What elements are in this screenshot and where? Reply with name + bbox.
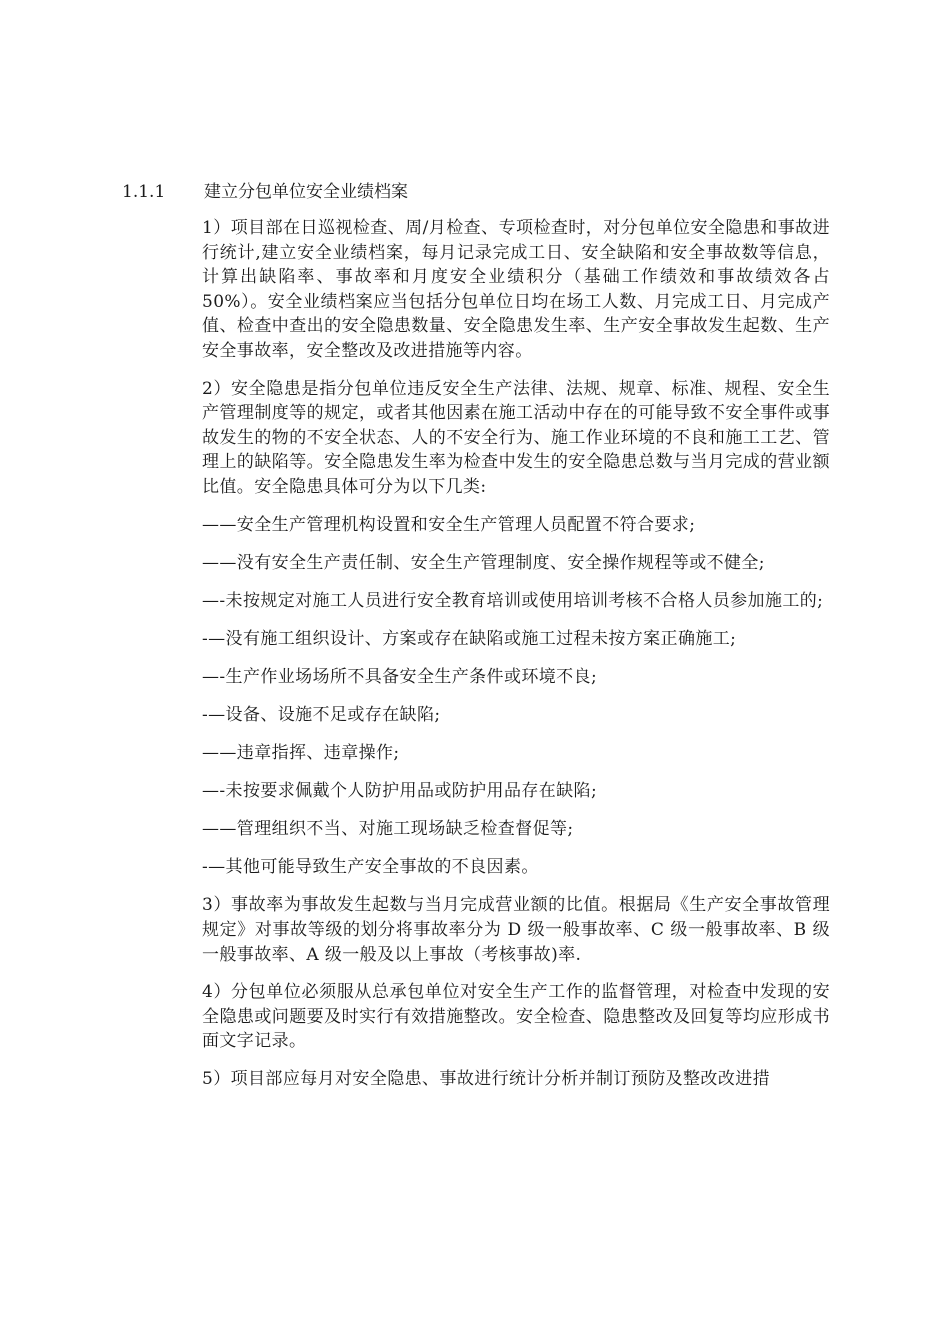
- hazard-item-9: ——管理组织不当、对施工现场缺乏检查督促等;: [202, 819, 574, 840]
- paragraph-4: 4）分包单位必须服从总承包单位对安全生产工作的监督管理，对检查中发现的安全隐患或问题要及时实行有效措施整改。安全检查、隐患整改及回复等均应形成书面文字记录。: [202, 982, 830, 1052]
- paragraph-3: 3）事故率为事故发生起数与当月完成营业额的比值。根据局《生产安全事故管理规定》对事故等级的划分将事故率分为 D 级一般事故率、C 级一般事故率、B 级一般事故率、A 级一般及以上事故（考核事故)率.: [202, 895, 830, 965]
- hazard-item-1: ——安全生产管理机构设置和安全生产管理人员配置不符合要求;: [202, 514, 696, 535]
- hazard-item-8: —-未按要求佩戴个人防护用品或防护用品存在缺陷;: [202, 781, 598, 802]
- hazard-item-6: -—设备、设施不足或存在缺陷;: [202, 705, 441, 725]
- hazard-item-10: -—其他可能导致生产安全事故的不良因素。: [202, 857, 539, 878]
- section-number: 1.1.1: [122, 182, 166, 202]
- hazard-item-2: ——没有安全生产责任制、安全生产管理制度、安全操作规程等或不健全;: [202, 552, 765, 573]
- hazard-item-3: —-未按规定对施工人员进行安全教育培训或使用培训考核不合格人员参加施工的;: [202, 590, 824, 611]
- paragraph-1: 1）项目部在日巡视检查、周/月检查、专项检查时，对分包单位安全隐患和事故进行统计,建立安全业绩档案，每月记录完成工日、安全缺陷和安全事故数等信息，计算出缺陷率、事故率和月度安全业绩积分（基础工作绩效和事故绩效各占 50%）。安全业绩档案应当包括分包单位日均在场工人数、月完成工日、月完成产值、检查中查出的安全隐患数量、安全隐患发生率、生产安全事故发生起数、生产安全事故率，安全整改及改进措施等内容。: [202, 218, 830, 361]
- paragraph-5: 5）项目部应每月对安全隐患、事故进行统计分析并制订预防及整改改进措: [202, 1069, 771, 1090]
- section-heading: [122, 180, 842, 204]
- hazard-item-5: —-生产作业场场所不具备安全生产条件或环境不良;: [202, 666, 598, 687]
- document-body: [202, 216, 830, 1105]
- paragraph-2: 2）安全隐患是指分包单位违反安全生产法律、法规、规章、标准、规程、安全生产管理制度等的规定，或者其他因素在施工活动中存在的可能导致不安全事件或事故发生的物的不安全状态、人的不安全行为、施工作业环境的不良和施工工艺、管理上的缺陷等。安全隐患发生率为检查中发生的安全隐患总数与当月完成的营业额比值。安全隐患具体可分为以下几类:: [202, 378, 830, 497]
- hazard-item-7: ——违章指挥、违章操作;: [202, 743, 400, 764]
- hazard-item-4: -—没有施工组织设计、方案或存在缺陷或施工过程未按方案正确施工;: [202, 628, 737, 649]
- section-title: 建立分包单位安全业绩档案: [204, 182, 408, 202]
